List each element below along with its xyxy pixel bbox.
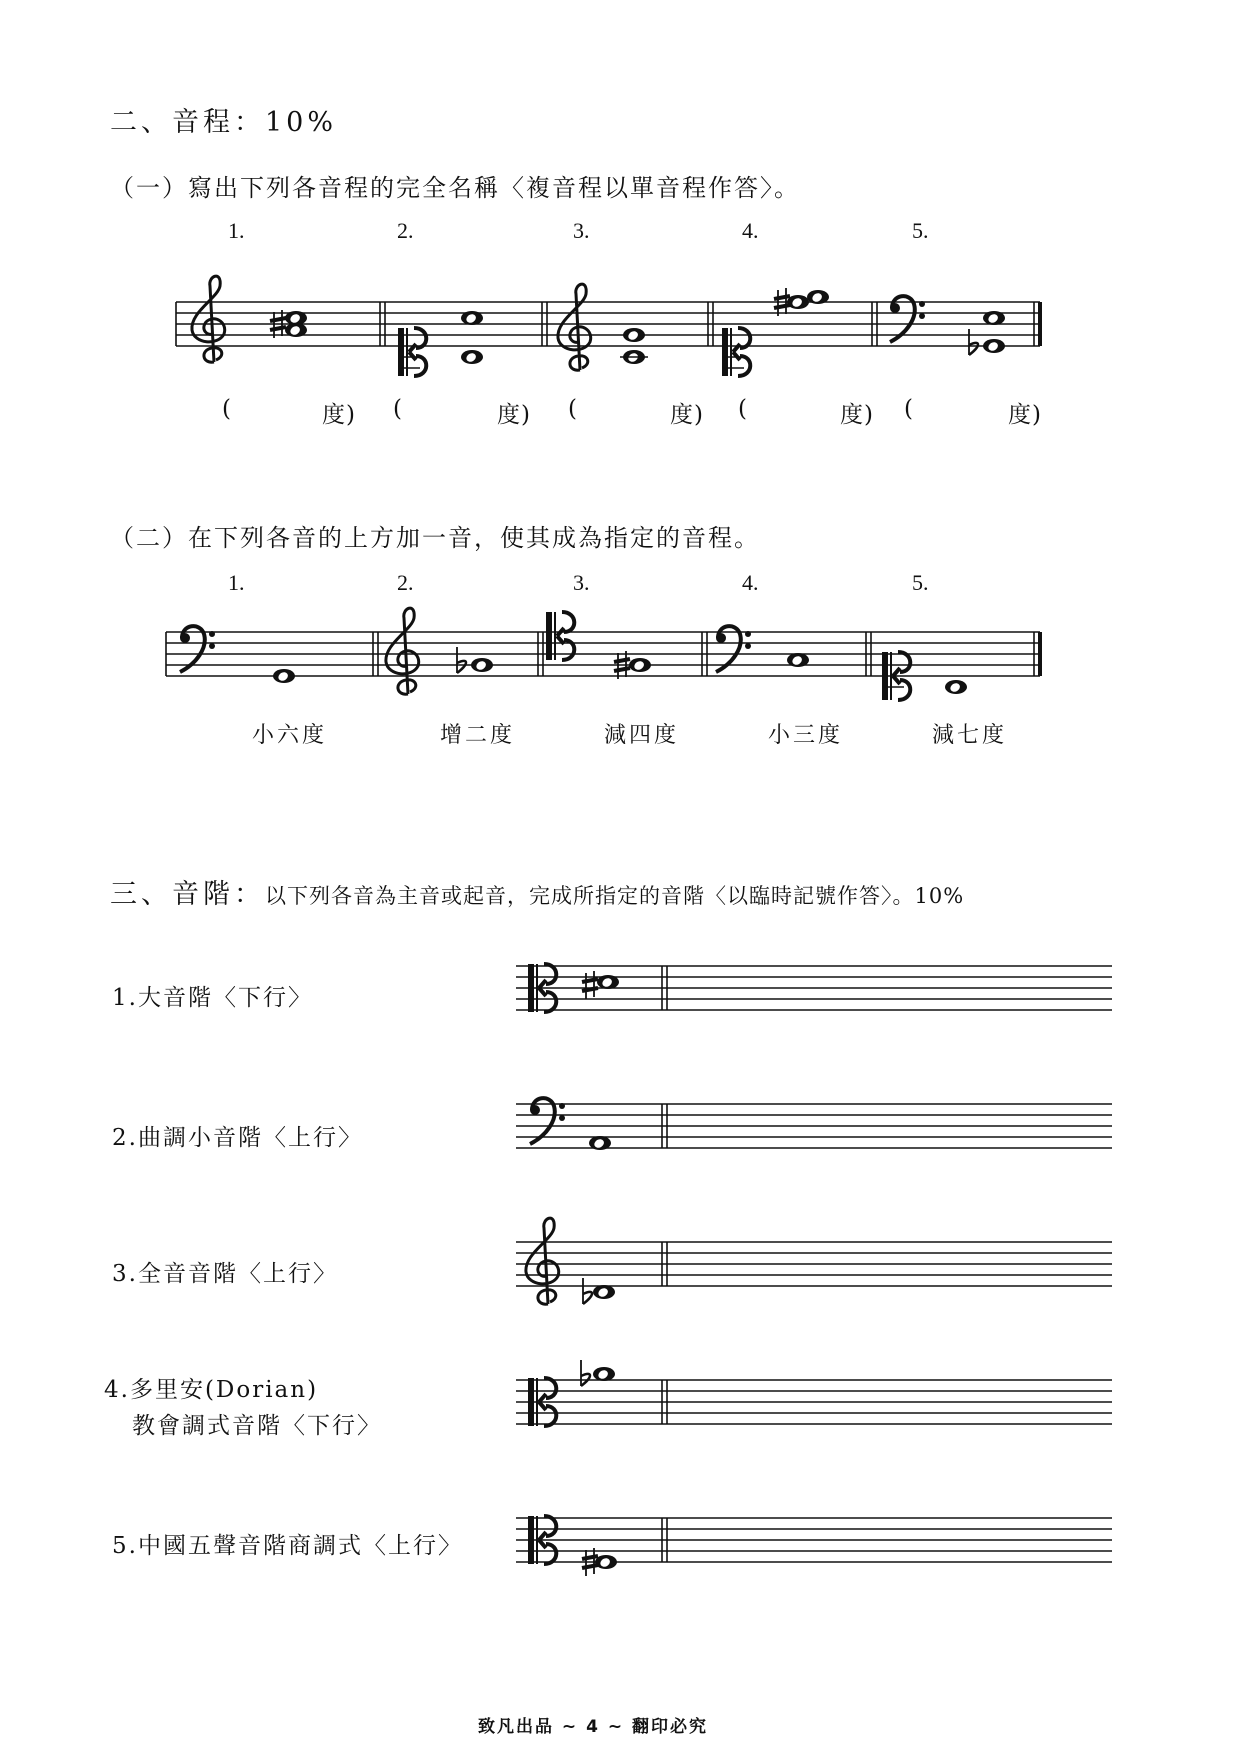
part1-number: 1. (228, 218, 245, 243)
footer: 致凡出品 ~ 4 ~ 翻印必究 (478, 1717, 708, 1737)
interval-label: 小六度 (252, 723, 328, 748)
part2-number: 4. (742, 570, 759, 595)
part2-number: 1. (228, 570, 245, 595)
part1-staff (176, 276, 1040, 376)
scale-staff-2 (516, 1098, 1112, 1150)
answer-open: ( (738, 396, 748, 422)
answer-close: 度) (1008, 402, 1042, 428)
scale-label: 3.全音音階〈上行〉 (112, 1261, 338, 1287)
scale-staff-4 (516, 1360, 1112, 1426)
answer-open: ( (568, 396, 578, 422)
answer-close: 度) (670, 402, 704, 428)
alto-clef-icon (546, 612, 574, 660)
part2-number: 3. (573, 570, 590, 595)
interval-label: 減四度 (604, 723, 680, 748)
section3-instruction: 以下列各音為主音或起音，完成所指定的音階〈以臨時記號作答〉。10% (265, 884, 965, 908)
scale-staff-1 (516, 964, 1112, 1012)
section2-heading: 二、音程：10% (110, 107, 338, 138)
scale-label-secondary: 教會調式音階〈下行〉 (132, 1413, 382, 1439)
part1-number: 2. (397, 218, 414, 243)
scale-staff-3 (516, 1218, 1112, 1304)
part1-number: 5. (912, 218, 929, 243)
scale-label: 4.多里安(Dorian) (104, 1377, 319, 1403)
part2-staff (166, 608, 1040, 700)
interval-label: 減七度 (932, 723, 1008, 748)
treble-clef-icon (386, 608, 419, 694)
part1-number: 4. (742, 218, 759, 243)
part1-instruction: （一）寫出下列各音程的完全名稱〈複音程以單音程作答〉。 (110, 174, 800, 202)
answer-open: ( (904, 396, 914, 422)
scale-staff-5 (516, 1516, 1112, 1576)
answer-close: 度) (840, 402, 874, 428)
answer-close: 度) (322, 402, 356, 428)
section3-heading: 三、音階： (110, 879, 265, 910)
scale-label: 2.曲調小音階〈上行〉 (112, 1125, 363, 1151)
treble-clef-icon (526, 1218, 559, 1304)
interval-label: 小三度 (768, 723, 844, 748)
answer-open: ( (222, 396, 232, 422)
treble-clef-icon (192, 276, 225, 362)
part2-number: 5. (912, 570, 929, 595)
scale-label: 5.中國五聲音階商調式〈上行〉 (112, 1533, 463, 1559)
part2-number: 2. (397, 570, 414, 595)
part1-number: 3. (573, 218, 590, 243)
part2-instruction: （二）在下列各音的上方加一音，使其成為指定的音程。 (110, 524, 760, 552)
scale-label: 1.大音階〈下行〉 (112, 985, 313, 1011)
interval-label: 增二度 (440, 723, 516, 748)
treble-clef-icon (558, 284, 591, 370)
answer-open: ( (393, 396, 403, 422)
answer-close: 度) (497, 402, 531, 428)
